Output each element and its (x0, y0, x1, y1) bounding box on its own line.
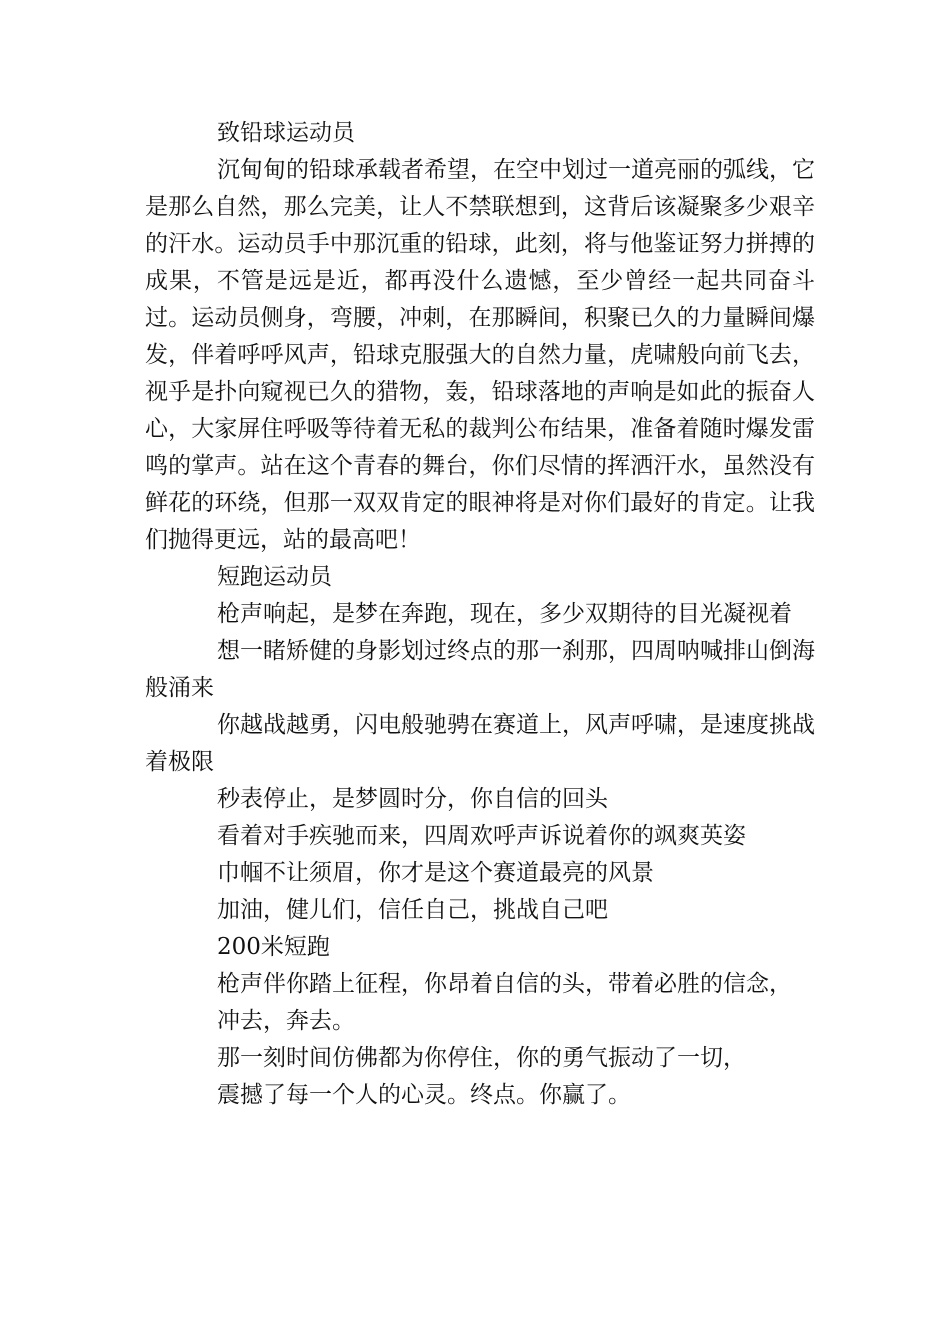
200m-line: 震撼了每一个人的心灵。终点。你赢了。 (217, 1082, 631, 1108)
200m-line: 冲去，奔去。 (217, 1008, 355, 1034)
section-title-200m: 200米短跑 (217, 934, 330, 960)
sprint-line: 秒表停止，是梦圆时分，你自信的回头 (217, 786, 608, 812)
section-title-shot-put: 致铅球运动员 (217, 120, 355, 146)
shot-put-paragraph: 沉甸甸的铅球承载者希望，在空中划过一道亮丽的弧线，它是那么自然，那么完美，让人不禁联想到，这背后该凝聚多少艰辛的汗水。运动员手中那沉重的铅球，此刻，将与他鉴证努力拼搏的成果，不管是远是近，都再没什么遗憾，至少曾经一起共同奋斗过。运动员侧身，弯腰，冲刺，在那瞬间，积聚已久的力量瞬间爆发，伴着呼呼风声，铅球克服强大的自然力量，虎啸般向前飞去，视乎是扑向窥视已久的猎物，轰，铅球落地的声响是如此的振奋人心，大家屏住呼吸等待着无私的裁判公布结果，准备着随时爆发雷鸣的掌声。站在这个青春的舞台，你们尽情的挥洒汗水，虽然没有鲜花的环绕，但那一双双肯定的眼神将是对你们最好的肯定。让我们抛得更远，站的最高吧！ (145, 157, 815, 553)
sprint-line: 看着对手疾驰而来，四周欢呼声诉说着你的飒爽英姿 (217, 823, 746, 849)
200m-line: 那一刻时间仿佛都为你停住，你的勇气振动了一切， (217, 1045, 746, 1071)
sprint-line: 枪声响起，是梦在奔跑，现在，多少双期待的目光凝视着 (217, 601, 792, 627)
sprint-line: 加油，健儿们，信任自己，挑战自己吧 (217, 897, 608, 923)
document-content (145, 115, 815, 1114)
sprint-line: 你越战越勇，闪电般驰骋在赛道上，风声呼啸，是速度挑战着极限 (145, 712, 815, 775)
200m-line: 枪声伴你踏上征程，你昂着自信的头，带着必胜的信念， (217, 971, 792, 997)
sprint-line: 巾帼不让须眉，你才是这个赛道最亮的风景 (217, 860, 654, 886)
sprint-line: 想一睹矫健的身影划过终点的那一刹那，四周呐喊排山倒海般涌来 (145, 638, 815, 701)
section-title-sprint: 短跑运动员 (217, 564, 332, 590)
